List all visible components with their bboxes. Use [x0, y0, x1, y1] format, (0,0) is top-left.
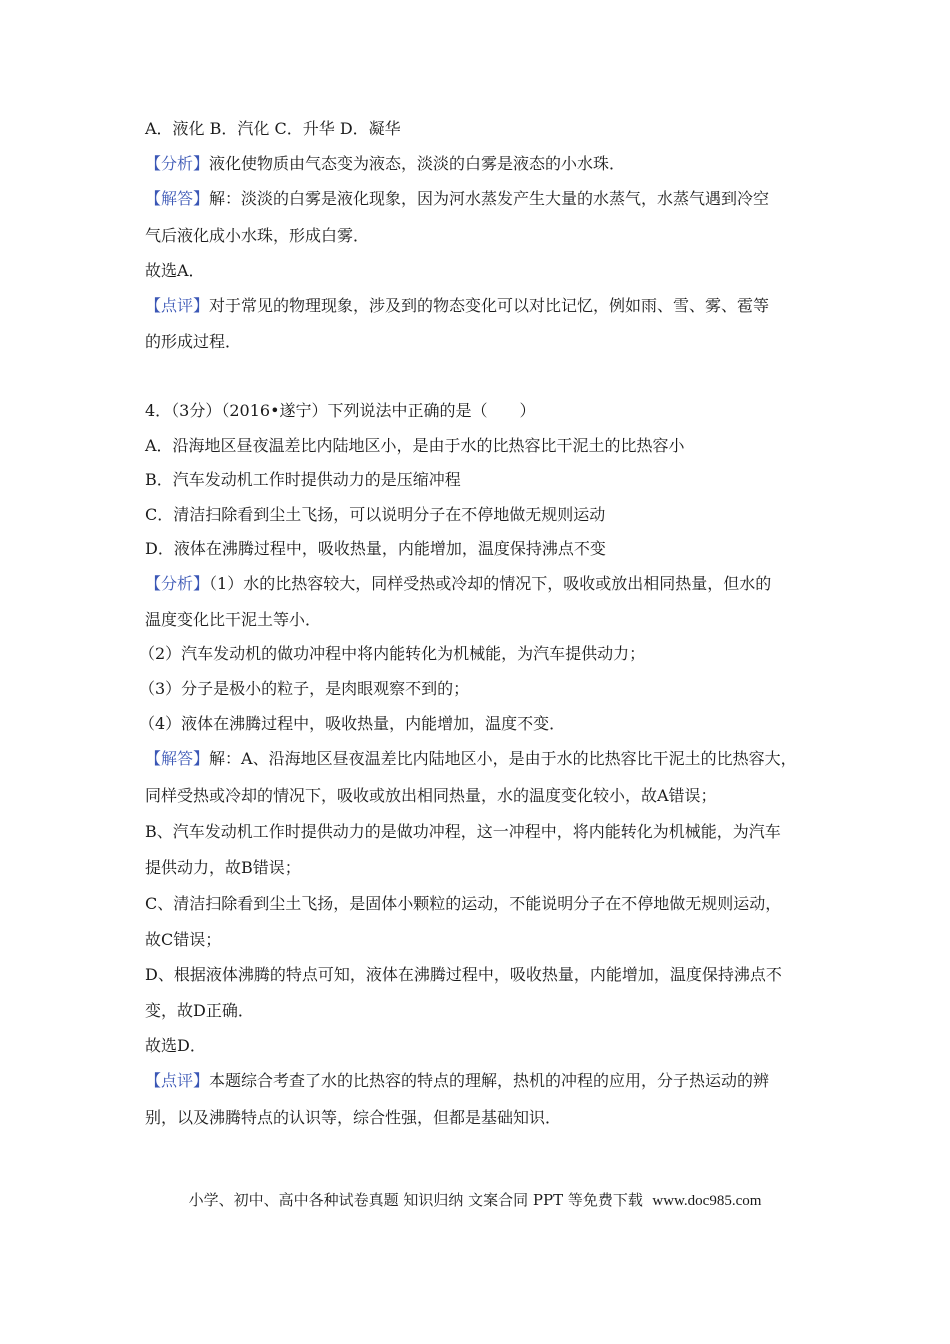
q4-stem: [145, 400, 845, 422]
q4-answer-text-5: C、清洁扫除看到尘土飞扬，是固体小颗粒的运动，不能说明分子在不停地做无规则运动，: [145, 894, 782, 913]
q4-option-b: [145, 469, 845, 491]
q4-option-c: [145, 504, 845, 526]
q4-answer-text-8: 变，故D正确．: [145, 1001, 254, 1020]
q4-option-a: [145, 435, 845, 457]
q3-answer-text-1: 解：淡淡的白雾是液化现象，因为河水蒸发产生大量的水蒸气，水蒸气遇到冷空: [209, 189, 770, 208]
q4-answer-text-3: B、汽车发动机工作时提供动力的是做功冲程，这一冲程中，将内能转化为机械能，为汽车: [145, 822, 781, 841]
q3-answer-text-2: 气后液化成小水珠，形成白雾．: [145, 226, 370, 245]
q3-comment-line-1: [145, 295, 845, 317]
q4-answer-line-7: [145, 964, 845, 986]
q4-answer-line-5: [145, 893, 845, 915]
q4-analysis-line-1: [145, 573, 845, 595]
q4-comment-text-1: 本题综合考查了水的比热容的特点的理解，热机的冲程的应用，分子热运动的辨: [209, 1071, 770, 1090]
q4-analysis-text-4: （3）分子是极小的粒子，是肉眼观察不到的；: [139, 679, 470, 698]
q4-analysis-line-5: [139, 713, 839, 735]
q4-answer-text-2: 同样受热或冷却的情况下，吸收或放出相同热量，水的温度变化较小，故A错误；: [145, 786, 717, 805]
q3-choice-text: 故选A．: [145, 261, 205, 280]
q3-analysis-text: 液化使物质由气态变为液态，淡淡的白雾是液态的小水珠．: [209, 154, 626, 173]
q4-answer-text-7: D、根据液体沸腾的特点可知，液体在沸腾过程中，吸收热量，内能增加，温度保持沸点不: [145, 965, 782, 984]
q3-options-text: A．液化 B．汽化 C．升华 D．凝华: [145, 119, 401, 138]
q4-answer-line-8: [145, 1000, 845, 1022]
q3-answer-line-1: [145, 188, 845, 210]
q3-answer-line-2: [145, 225, 845, 247]
q3-choice: [145, 260, 845, 282]
q3-analysis: [145, 153, 845, 175]
q3-comment-text-2: 的形成过程．: [145, 332, 242, 351]
q4-answer-line-2: [145, 785, 845, 807]
analysis-tag: 【分析】: [145, 574, 210, 593]
q4-option-a-text: A．沿海地区昼夜温差比内陆地区小，是由于水的比热容比干泥土的比热容小: [145, 436, 685, 455]
q4-option-c-text: C．清洁扫除看到尘土飞扬，可以说明分子在不停地做无规则运动: [145, 505, 606, 524]
comment-tag: 【点评】: [145, 296, 210, 315]
answer-tag: 【解答】: [145, 189, 210, 208]
q4-answer-text-4: 提供动力，故B错误；: [145, 858, 301, 877]
page-footer: [0, 1190, 950, 1211]
q4-answer-line-1: [145, 748, 845, 770]
q4-answer-line-4: [145, 857, 845, 879]
answer-tag: 【解答】: [145, 749, 210, 768]
q3-options: [145, 118, 845, 140]
q4-option-d: [145, 538, 845, 560]
comment-tag: 【点评】: [145, 1071, 210, 1090]
footer-text: 小学、初中、高中各种试卷真题 知识归纳 文案合同 PPT 等免费下载: [188, 1191, 643, 1209]
q4-option-d-text: D．液体在沸腾过程中，吸收热量，内能增加，温度保持沸点不变: [145, 539, 606, 558]
q4-comment-line-1: [145, 1070, 845, 1092]
q4-answer-text-6: 故C错误；: [145, 930, 222, 949]
q4-analysis-line-2: [145, 609, 845, 631]
q4-comment-line-2: [145, 1107, 845, 1129]
q4-option-b-text: B．汽车发动机工作时提供动力的是压缩冲程: [145, 470, 461, 489]
q4-analysis-text-5: （4）液体在沸腾过程中，吸收热量，内能增加，温度不变．: [139, 714, 566, 733]
q4-answer-line-6: [145, 929, 845, 951]
q4-comment-text-2: 别，以及沸腾特点的认识等，综合性强，但都是基础知识．: [145, 1108, 562, 1127]
q3-comment-text-1: 对于常见的物理现象，涉及到的物态变化可以对比记忆，例如雨、雪、雾、雹等: [209, 296, 770, 315]
q4-choice: [145, 1035, 845, 1057]
q4-answer-text-1: 解：A、沿海地区昼夜温差比内陆地区小，是由于水的比热容比干泥土的比热容大，: [209, 749, 797, 768]
q4-choice-text: 故选D．: [145, 1036, 206, 1055]
q4-analysis-text-3: （2）汽车发动机的做功冲程中将内能转化为机械能，为汽车提供动力；: [139, 644, 646, 663]
footer-url: www.doc985.com: [652, 1193, 762, 1209]
q4-analysis-text-1: （1）水的比热容较大，同样受热或冷却的情况下，吸收或放出相同热量，但水的: [209, 574, 772, 593]
q4-stem-text: 4．（3分）（2016•遂宁）下列说法中正确的是（ ）: [145, 401, 536, 420]
q3-comment-line-2: [145, 331, 845, 353]
q4-analysis-text-2: 温度变化比干泥土等小．: [145, 610, 322, 629]
analysis-tag: 【分析】: [145, 154, 210, 173]
q4-analysis-line-3: [139, 643, 839, 665]
q4-analysis-line-4: [139, 678, 839, 700]
q4-answer-line-3: [145, 821, 845, 843]
